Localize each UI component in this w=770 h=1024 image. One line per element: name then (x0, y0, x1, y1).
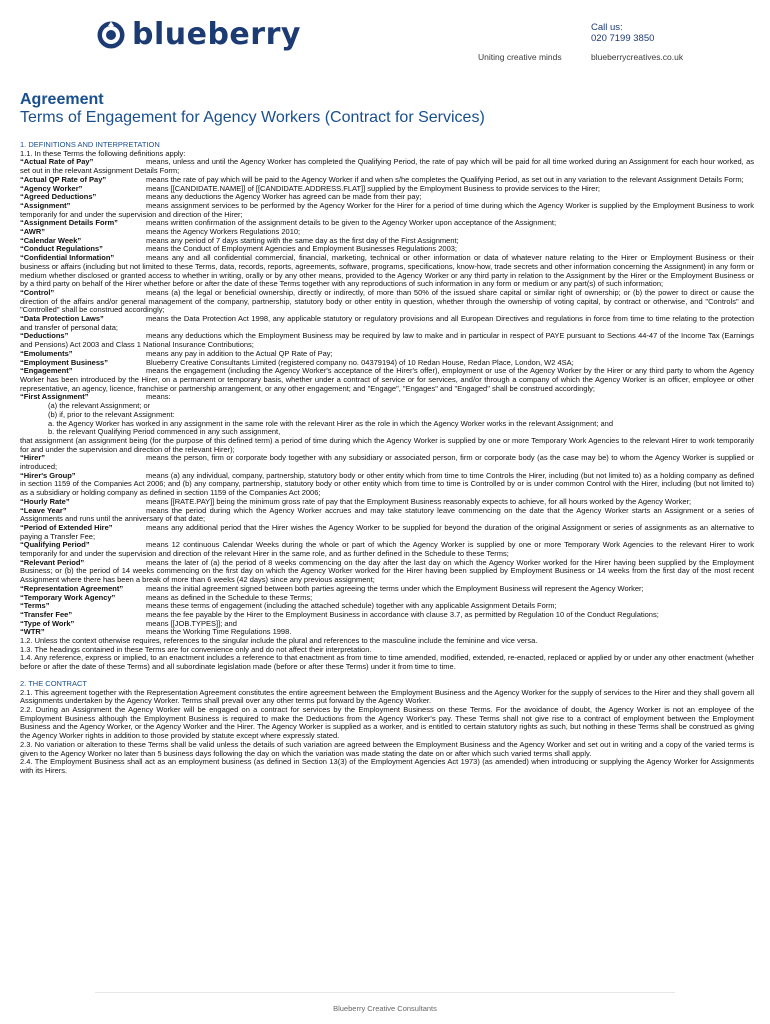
clause-text: 2.3. No variation or alteration to these Terms shall be valid unless the details of such variation are agreed between the Employment Business and the Agency Worker and set out in writing and a copy of the varied terms is given to the Agency Worker no later than 5 business days following the day on which the variation was made stating the date on or after which such varied terms shall apply. (20, 739, 754, 758)
definition-term: “Temporary Work Agency” (20, 592, 116, 602)
clause-text: b. the relevant Qualifying Period commenced in any such assignment, (48, 427, 281, 437)
definition-term: “Assignment” (20, 200, 71, 210)
definition-term: “Qualifying Period” (20, 540, 90, 550)
definition-text: means assignment services to be performed by the Agency Worker for the Hirer for a period of time during which the Agency Worker is supplied by the Employment Business to work temporarily for and under the supervision and direction of the Hirer; (20, 200, 754, 219)
definition-text: means any deductions which the Employment Business may be required by law to make and in particular in respect of PAYE pursuant to Sections 44-47 of the Income Tax (Earnings and Pensions) Act 2003 and Class 1 National Insurance Contributions; (20, 331, 754, 350)
footer-company: Blueberry Creative Consultants (333, 1004, 437, 1013)
definition-item (20, 254, 754, 289)
definitions-list (20, 454, 754, 637)
definition-term: “Type of Work” (20, 618, 75, 628)
page-subtitle: Terms of Engagement for Agency Workers (Contract for Services) (20, 109, 485, 126)
definition-text: means any period of 7 days starting with the same day as the first day of the First Assignment; (146, 235, 459, 245)
definition-text: means [[CANDIDATE.NAME]] of [[CANDIDATE.ADDRESS.FLAT]] supplied by the Employment Business to provide services to the Hirer; (146, 183, 600, 193)
definition-term: “Hourly Rate” (20, 496, 70, 506)
definition-text: means the initial agreement signed between both parties agreeing the terms under which the Employment Business will represent the Agency Worker; (146, 583, 644, 593)
contact-block (591, 22, 684, 62)
definition-text: means: (146, 392, 171, 402)
clause-text: 2.2. During an Assignment the Agency Worker will be engaged on a contract for services by the Employment Business on these Terms. For the avoidance of doubt, the Agency Worker is not an employee of the Employment Business although the Employment Business is required to make the Deductions from the Agency Worker's pay. These Terms shall not give rise to a contract of employment between the Employment Business and the Agency Worker, or the Agency Worker and the Hirer. The Agency Worker is supplied as a worker, and is entitled to certain statutory rights as such, but nothing in these Terms shall be construed as giving the Agency Worker rights in addition to those provided by statute except where expressly stated. (20, 705, 754, 741)
blueberry-logo-icon (96, 20, 126, 50)
clause-text: 1.2. Unless the context otherwise requires, references to the singular include the plural and references to the masculine include the feminine and vice versa. (20, 636, 538, 646)
definition-term: “Period of Extended Hire” (20, 522, 113, 532)
definition-term: “Engagement” (20, 366, 73, 376)
definition-term: “Relevant Period” (20, 557, 85, 567)
definition-term: “Employment Business” (20, 357, 108, 367)
definition-text: means the Working Time Regulations 1998. (146, 627, 292, 637)
definition-term: “Agreed Deductions” (20, 192, 97, 202)
definition-term: “Terms” (20, 601, 50, 611)
definition-item (20, 541, 754, 558)
clause-text: 1.4. Any reference, express or implied, to an enactment includes a reference to that enactment as from time to time amended, modified, extended, re-enacted, replaced or applied by or under any other enactment (whether before or after the date of these Terms) and all subordinate legislation made (before or after these Terms) under it from time to time. (20, 653, 754, 672)
definition-text: means [[RATE.PAY]] being the minimum gross rate of pay that the Employment Business reasonably expects to achieve, for all hours worked by the Agency Worker; (146, 496, 692, 506)
definition-text: means the person, firm or corporate body together with any subsidiary or associated person, firm or corporate body (as the case may be) to whom the Agency Worker is supplied or introduced; (20, 453, 754, 472)
definition-item (20, 559, 754, 585)
definition-text: means the rate of pay which will be paid to the Agency Worker if and when s/he completes the Qualifying Period, as set out in any variation to the relevant Assignment Details Form; (146, 174, 744, 184)
page-footer (0, 998, 770, 1016)
definition-term: “Hirer's Group” (20, 470, 76, 480)
definition-text: means the engagement (including the Agency Worker's acceptance of the Hirer's offer), employment or use of the Agency Worker by the Hirer or any third party to whom the Agency Worker has been introduced by the Hirer, on a permanent or temporary basis, whether under a contract of service or for services, and/or through a company of which the Agency Worker is an officer, employee or other representative, an agency, licence, franchise or partnership arrangement, or any other engagement; and "Engage", "Engages" and "Engaged" shall be construed accordingly; (20, 366, 754, 393)
definition-item (20, 219, 754, 228)
definition-term: “Actual QP Rate of Pay” (20, 174, 107, 184)
phone-number: 020 7199 3850 (591, 33, 655, 44)
definition-text: means as defined in the Schedule to these Terms; (146, 592, 313, 602)
definition-item (20, 472, 754, 498)
definition-term: “Assignment Details Form” (20, 218, 118, 228)
definition-item (20, 507, 754, 524)
clause-text: 2.1. This agreement together with the Representation Agreement constitutes the entire agreement between the Employment Business and the Agency Worker for the supply of services to the Hirer and they shall govern all Assignments undertaken by the Agency Worker. Terms shall prevail over any other terms put forward by the Agency Worker. (20, 687, 754, 706)
definition-text: means the later of (a) the period of 8 weeks commencing on the day after the last day on which the Agency Worker worked for the Hirer having been supplied by the Employment Business; or (b) the period of 14 weeks commencing on the first day on which the Agency Worker worked for the Hirer having been supplied by Employment Business or 14 weeks from the first day of the most recent Assignment where there has been a break of more than 6 weeks (42 days) since any previous assignment; (20, 557, 754, 585)
definition-text: means any additional period that the Hirer wishes the Agency Worker to be supplied for beyond the duration of the original Assignment or series of assignments as an alternative to paying a Transfer Fee; (20, 522, 754, 541)
definition-text: means [[JOB.TYPES]]; and (146, 618, 237, 628)
definition-term: “Deductions” (20, 331, 69, 341)
website-link[interactable]: blueberrycreatives.co.uk (591, 52, 684, 62)
definition-term: “Representation Agreement” (20, 583, 124, 593)
clauses-list (20, 637, 754, 672)
clauses-list (20, 689, 754, 776)
definition-term: “Control” (20, 287, 55, 297)
definition-text: Blueberry Creative Consultants Limited (registered company no. 04379194) of 10 Redan House, Redan Place, London, W2 4SA; (146, 357, 574, 367)
definition-term: “Actual Rate of Pay” (20, 157, 94, 167)
page-title: Agreement (20, 91, 104, 108)
definition-item (20, 202, 754, 219)
definition-item (20, 158, 754, 175)
section-heading: 1. DEFINITIONS AND INTERPRETATION (20, 140, 160, 149)
definition-term: “WTR” (20, 627, 45, 637)
clause-text: a. the Agency Worker has worked in any assignment in the same role with the relevant Hirer as the role in which the Agency Worker works in the relevant Assignment; and (48, 418, 614, 428)
letterhead (0, 0, 770, 70)
definition-text: means the fee payable by the Hirer to the Employment Business in accordance with clause 3.7, as permitted by Regulation 10 of the Conduct Regulations; (146, 609, 659, 619)
definition-term: “Leave Year” (20, 505, 67, 515)
definition-item (20, 524, 754, 541)
definition-item (20, 289, 754, 315)
section-heading: 2. THE CONTRACT (20, 678, 87, 688)
definition-text: means the Data Protection Act 1998, any applicable statutory or regulatory provisions and all European Directives and regulations in force from time to time relating to the protection and transfer of personal data; (20, 314, 754, 332)
footer-divider (95, 992, 675, 993)
definition-item (20, 611, 754, 620)
definition-text: means (a) the legal or beneficial ownership, directly or indirectly, of more than 50% of the issued share capital or similar right of ownership; or (b) the power to direct or cause the direction of the affairs and/or general management of the company, partnership, statutory body or other entity in question, whether through the ownership of voting capital, by contract or otherwise, and "Controls" and "Controlled" shall be construed accordingly; (20, 287, 754, 315)
definition-text: means these terms of engagement (including the attached schedule) together with any applicable Assignment Details Form; (146, 601, 557, 611)
definition-text: means, unless and until the Agency Worker has completed the Qualifying Period, the rate of pay which will be paid for all time worked during an Assignment for each hour worked, as set out in the relevant Assignment Details Form; (20, 157, 754, 176)
definition-term: “Emoluments” (20, 348, 73, 358)
brand-name: blueberry (132, 17, 301, 52)
definition-text: means written confirmation of the assignment details to be given to the Agency Worker upon acceptance of the Assignment; (146, 218, 557, 228)
definition-item (20, 620, 754, 629)
definition-text: means the Conduct of Employment Agencies and Employment Businesses Regulations 2003; (146, 244, 458, 254)
definition-term: “AWR” (20, 227, 45, 237)
first-assignment-tail: that assignment (an assignment being (for the purpose of this defined term) a period of time during which the Agency Worker is supplied by one or more Temporary Work Agencies to the relevant Hirer to work temporarily for and under the supervision and direction of the relevant Hirer); (20, 435, 754, 454)
definition-text: means 12 continuous Calendar Weeks during the whole or part of which the Agency Worker is supplied by one or more Temporary Work Agencies to the relevant Hirer to work temporarily for and under the supervision and direction of the relevant Hirer in the same role, and as further defined in the Schedule to these Terms; (20, 540, 754, 559)
definition-term: “Agency Worker” (20, 183, 83, 193)
definition-item (20, 454, 754, 471)
first-assignment-items (20, 402, 754, 437)
clause-text: 2.4. The Employment Business shall act as an employment business (as defined in Section 13(3) of the Employment Agencies Act 1973) (as amended) when introducing or supplying the Agency Worker for Assignments with its Hirers. (20, 757, 754, 775)
call-label: Call us: (591, 22, 623, 33)
terms-document (20, 141, 754, 776)
definition-term: “Calendar Week” (20, 235, 82, 245)
clause-text: 1.1. In these Terms the following definitions apply: (20, 148, 186, 158)
definition-item (20, 585, 754, 594)
definition-term: “Transfer Fee” (20, 609, 73, 619)
definition-item (20, 332, 754, 349)
clause-text: (b) if, prior to the relevant Assignment: (48, 409, 175, 419)
definition-term: “Data Protection Laws” (20, 314, 104, 324)
clause-text: 1.3. The headings contained in these Terms are for convenience only and do not affect their interpretation. (20, 644, 372, 654)
definition-text: means (a) any individual, company, partnership, statutory body or other entity which from time to time Controls the Hirer, including (but not limited to) as a holding company as defined in section 1159 of the Companies Act 2006; and (b) any company, partnership, statutory body or other entity which from time to time is Controlled by or is under common Control with the Hirer, including (but not limited to) as a subsidiary or holding company as defined in section 1159 of the Companies Act 2006; (20, 470, 754, 498)
definition-term: “First Assignment” (20, 392, 89, 402)
definition-term: “Conduct Regulations” (20, 244, 103, 254)
definition-item (20, 315, 754, 332)
definition-text: means the Agency Workers Regulations 2010; (146, 227, 301, 237)
definition-text: means any pay in addition to the Actual QP Rate of Pay; (146, 348, 333, 358)
tagline: Uniting creative minds (478, 52, 562, 62)
definition-text: means the period during which the Agency Worker accrues and may take statutory leave commencing on the date that the Agency Worker starts an Assignment or a series of Assignments and runs until the anniversary of that date; (20, 505, 754, 524)
definitions-list (20, 158, 754, 402)
definition-text: means any deductions the Agency Worker has agreed can be made from their pay; (146, 192, 422, 202)
brand-logo (96, 17, 301, 52)
definition-text: means any and all confidential commercial, financial, marketing, technical or other information or data of whatever nature relating to the Hirer or Employment Business or their business or affairs (including but not limited to these Terms, data, records, reports, agreements, software, programs, specifications, know-how, trade secrets and other information concerning the Assignment) in any form or medium whether disclosed or granted access to whether in writing, orally or by any other means, provided to the Agency Worker or any third party in relation to the Assignment by the Hirer or the Employment Business or by a third party on behalf of the Hirer whether before or after the date of these Terms together with any reproductions of such information in any form or medium or any part(s) of such information; (20, 253, 754, 289)
definition-term: “Confidential Information” (20, 253, 115, 263)
clause-text: (a) the relevant Assignment; or (48, 401, 151, 411)
definition-item (20, 367, 754, 393)
definition-term: “Hirer” (20, 453, 46, 463)
